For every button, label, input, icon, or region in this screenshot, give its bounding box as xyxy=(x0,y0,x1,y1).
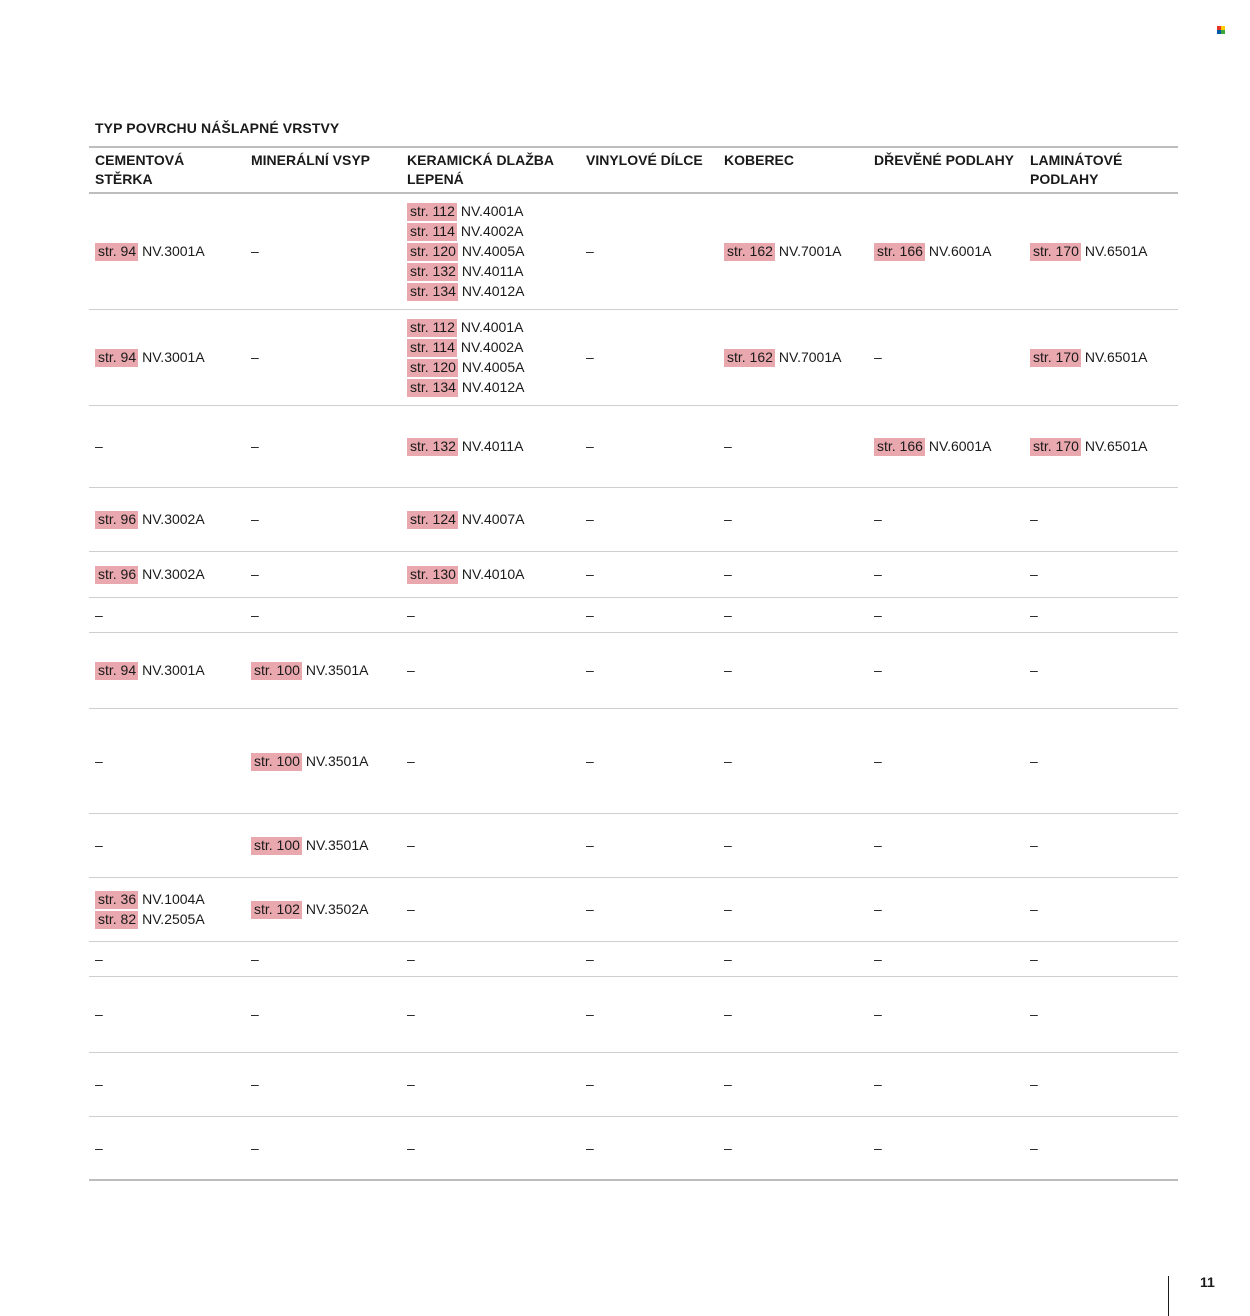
product-entry xyxy=(1030,436,1172,456)
page-reference[interactable]: str. 120 xyxy=(407,243,458,261)
table-cell xyxy=(89,487,245,551)
empty-mark: – xyxy=(407,1006,415,1022)
table-cell xyxy=(580,813,718,877)
product-entry xyxy=(874,436,1018,456)
table-cell xyxy=(718,309,868,405)
empty-mark: – xyxy=(724,837,732,853)
product-code: NV.4012A xyxy=(461,283,525,300)
empty-mark: – xyxy=(407,950,415,967)
page-reference[interactable]: str. 112 xyxy=(407,319,457,337)
table-cell xyxy=(1024,1052,1178,1116)
product-code: NV.6001A xyxy=(928,438,992,454)
product-code: NV.6501A xyxy=(1084,243,1148,260)
table-row xyxy=(89,551,1178,597)
table-cell xyxy=(718,597,868,632)
table-cell xyxy=(89,1052,245,1116)
empty-mark: – xyxy=(724,662,732,678)
table-cell xyxy=(1024,597,1178,632)
empty-mark: – xyxy=(95,1076,103,1092)
table-row xyxy=(89,487,1178,551)
column-header: VINYLOVÉ DÍLCE xyxy=(580,147,718,193)
product-code: NV.6501A xyxy=(1084,438,1148,454)
empty-mark: – xyxy=(874,837,882,853)
page-reference[interactable]: str. 130 xyxy=(407,566,458,584)
table-row xyxy=(89,813,1178,877)
page-reference[interactable]: str. 120 xyxy=(407,359,458,377)
empty-mark: – xyxy=(1030,752,1038,769)
empty-mark: – xyxy=(251,1076,259,1092)
table-cell xyxy=(868,309,1024,405)
product-entry xyxy=(1030,241,1172,261)
table-cell xyxy=(89,551,245,597)
empty-mark: – xyxy=(251,243,259,260)
product-code: NV.6001A xyxy=(928,243,992,260)
product-entry xyxy=(407,317,574,337)
empty-mark: – xyxy=(724,1076,732,1092)
empty-mark: – xyxy=(95,438,103,454)
product-code: NV.3001A xyxy=(142,349,205,365)
table-row xyxy=(89,1052,1178,1116)
column-header: KOBEREC xyxy=(718,147,868,193)
table-cell xyxy=(1024,1116,1178,1180)
product-entry xyxy=(95,564,239,584)
table-cell xyxy=(89,632,245,708)
empty-mark: – xyxy=(407,606,415,623)
empty-mark: – xyxy=(724,950,732,967)
table-cell xyxy=(868,597,1024,632)
empty-mark: – xyxy=(724,1006,732,1022)
page-reference[interactable]: str. 94 xyxy=(95,243,138,261)
product-code: NV.3501A xyxy=(305,837,369,853)
empty-mark: – xyxy=(1030,606,1038,623)
table-cell xyxy=(718,632,868,708)
table-cell xyxy=(245,193,401,309)
empty-mark: – xyxy=(95,606,103,623)
surface-type-table xyxy=(89,146,1178,1181)
table-cell xyxy=(868,1116,1024,1180)
product-entry xyxy=(251,660,395,680)
product-code: NV.1004A xyxy=(142,891,205,907)
table-cell xyxy=(1024,976,1178,1052)
page-reference[interactable]: str. 102 xyxy=(251,901,302,919)
table-row xyxy=(89,193,1178,309)
table-cell xyxy=(718,976,868,1052)
table-row xyxy=(89,632,1178,708)
product-entry xyxy=(724,241,862,261)
product-entry xyxy=(95,241,239,261)
table-cell xyxy=(580,1052,718,1116)
table-cell xyxy=(245,487,401,551)
empty-mark: – xyxy=(586,243,594,260)
page-reference[interactable]: str. 100 xyxy=(251,662,302,680)
page-reference[interactable]: str. 162 xyxy=(724,349,775,367)
product-entry xyxy=(407,436,574,456)
product-entry xyxy=(251,751,395,771)
product-code: NV.4001A xyxy=(460,319,524,335)
empty-mark: – xyxy=(95,837,103,853)
empty-mark: – xyxy=(586,901,594,917)
table-cell xyxy=(401,1052,580,1116)
table-cell xyxy=(245,309,401,405)
empty-mark: – xyxy=(724,566,732,582)
product-entry xyxy=(407,241,574,261)
table-cell xyxy=(89,708,245,813)
table-cell xyxy=(401,487,580,551)
empty-mark: – xyxy=(874,1139,882,1156)
product-code: NV.4001A xyxy=(460,203,524,220)
empty-mark: – xyxy=(95,950,103,967)
empty-mark: – xyxy=(724,1139,732,1156)
product-entry xyxy=(407,221,574,241)
empty-mark: – xyxy=(586,511,594,527)
table-cell xyxy=(1024,193,1178,309)
table-row xyxy=(89,976,1178,1052)
table-cell xyxy=(401,309,580,405)
product-code: NV.4005A xyxy=(461,359,525,375)
product-entry xyxy=(724,347,862,367)
empty-mark: – xyxy=(724,901,732,917)
product-code: NV.6501A xyxy=(1084,349,1148,365)
empty-mark: – xyxy=(874,606,882,623)
table-body xyxy=(89,193,1178,1180)
empty-mark: – xyxy=(586,566,594,582)
empty-mark: – xyxy=(1030,511,1038,527)
table-cell xyxy=(245,877,401,941)
table-cell xyxy=(718,941,868,976)
table-cell xyxy=(718,551,868,597)
empty-mark: – xyxy=(724,752,732,769)
table-cell xyxy=(580,877,718,941)
product-entry xyxy=(407,357,574,377)
table-cell xyxy=(580,405,718,487)
page-reference[interactable]: str. 134 xyxy=(407,379,458,397)
product-code: NV.3002A xyxy=(142,511,205,527)
table-cell xyxy=(401,941,580,976)
page-reference[interactable]: str. 170 xyxy=(1030,438,1081,456)
empty-mark: – xyxy=(1030,566,1038,582)
page-reference[interactable]: str. 114 xyxy=(407,339,457,357)
empty-mark: – xyxy=(724,438,732,454)
empty-mark: – xyxy=(874,566,882,582)
empty-mark: – xyxy=(874,752,882,769)
empty-mark: – xyxy=(586,438,594,454)
table-cell xyxy=(868,1052,1024,1116)
product-code: NV.3001A xyxy=(142,243,205,260)
empty-mark: – xyxy=(1030,1076,1038,1092)
page-reference[interactable]: str. 134 xyxy=(407,283,458,301)
product-code: NV.3002A xyxy=(142,566,205,582)
product-entry xyxy=(407,509,574,529)
table-cell xyxy=(868,941,1024,976)
product-code: NV.4007A xyxy=(461,511,525,527)
table-cell xyxy=(580,487,718,551)
product-entry xyxy=(1030,347,1172,367)
table-row xyxy=(89,597,1178,632)
product-code: NV.4011A xyxy=(461,438,524,454)
empty-mark: – xyxy=(95,752,103,769)
table-cell xyxy=(868,976,1024,1052)
table-cell xyxy=(245,813,401,877)
page-reference[interactable]: str. 94 xyxy=(95,662,138,680)
table-row xyxy=(89,405,1178,487)
table-cell xyxy=(580,551,718,597)
empty-mark: – xyxy=(251,438,259,454)
table-cell xyxy=(868,813,1024,877)
table-row xyxy=(89,708,1178,813)
table-cell xyxy=(401,708,580,813)
page-reference[interactable]: str. 166 xyxy=(874,438,925,456)
product-entry xyxy=(251,835,395,855)
table-cell xyxy=(580,1116,718,1180)
table-cell xyxy=(718,813,868,877)
product-entry xyxy=(251,899,395,919)
table-cell xyxy=(401,597,580,632)
table-cell xyxy=(1024,487,1178,551)
empty-mark: – xyxy=(874,511,882,527)
table-cell xyxy=(401,632,580,708)
table-cell xyxy=(718,405,868,487)
product-entry xyxy=(95,889,239,909)
empty-mark: – xyxy=(407,752,415,769)
table-cell xyxy=(580,632,718,708)
table-cell xyxy=(245,1116,401,1180)
empty-mark: – xyxy=(874,1076,882,1092)
table-cell xyxy=(868,193,1024,309)
page-reference[interactable]: str. 100 xyxy=(251,753,302,771)
table-cell xyxy=(89,309,245,405)
empty-mark: – xyxy=(586,837,594,853)
empty-mark: – xyxy=(724,511,732,527)
product-code: NV.3501A xyxy=(305,752,369,769)
empty-mark: – xyxy=(874,662,882,678)
table-cell xyxy=(718,193,868,309)
product-code: NV.4002A xyxy=(460,339,524,355)
table-cell xyxy=(1024,309,1178,405)
empty-mark: – xyxy=(407,662,415,678)
page-reference[interactable]: str. 96 xyxy=(95,511,138,529)
product-entry xyxy=(407,337,574,357)
product-code: NV.4005A xyxy=(461,243,525,260)
column-header: KERAMICKÁ DLAŽBA LEPENÁ xyxy=(401,147,580,193)
empty-mark: – xyxy=(874,950,882,967)
brand-logo-icon xyxy=(1217,26,1225,34)
empty-mark: – xyxy=(1030,1139,1038,1156)
empty-mark: – xyxy=(407,837,415,853)
column-header: LAMINÁTOVÉ PODLAHY xyxy=(1024,147,1178,193)
product-entry xyxy=(407,201,574,221)
table-cell xyxy=(89,941,245,976)
page-reference[interactable]: str. 96 xyxy=(95,566,138,584)
table-cell xyxy=(580,708,718,813)
empty-mark: – xyxy=(251,1006,259,1022)
table-cell xyxy=(245,551,401,597)
page-reference[interactable]: str. 82 xyxy=(95,911,138,929)
empty-mark: – xyxy=(586,606,594,623)
table-cell xyxy=(401,551,580,597)
empty-mark: – xyxy=(1030,662,1038,678)
empty-mark: – xyxy=(874,901,882,917)
empty-mark: – xyxy=(1030,1006,1038,1022)
table-cell xyxy=(580,597,718,632)
table-header-row xyxy=(89,147,1178,193)
table-cell xyxy=(1024,405,1178,487)
product-entry xyxy=(407,377,574,397)
page-reference[interactable]: str. 132 xyxy=(407,438,458,456)
table-cell xyxy=(718,1052,868,1116)
empty-mark: – xyxy=(874,349,882,365)
table-cell xyxy=(245,597,401,632)
table-cell xyxy=(718,708,868,813)
page-reference[interactable]: str. 170 xyxy=(1030,243,1081,261)
section-title: TYP POVRCHU NÁŠLAPNÉ VRSTVY xyxy=(95,120,340,136)
empty-mark: – xyxy=(874,1006,882,1022)
product-entry xyxy=(95,660,239,680)
page-reference[interactable]: str. 100 xyxy=(251,837,302,855)
table-cell xyxy=(245,708,401,813)
table-cell xyxy=(401,193,580,309)
table-cell xyxy=(868,551,1024,597)
table-cell xyxy=(245,1052,401,1116)
table-cell xyxy=(868,877,1024,941)
table-cell xyxy=(580,941,718,976)
empty-mark: – xyxy=(251,606,259,623)
empty-mark: – xyxy=(586,662,594,678)
column-header: DŘEVĚNÉ PODLAHY xyxy=(868,147,1024,193)
table-cell xyxy=(718,487,868,551)
empty-mark: – xyxy=(1030,950,1038,967)
table-cell xyxy=(1024,941,1178,976)
table-cell xyxy=(245,941,401,976)
table-cell xyxy=(580,193,718,309)
table-cell xyxy=(401,877,580,941)
table-cell xyxy=(89,193,245,309)
table-cell xyxy=(1024,813,1178,877)
page-reference[interactable]: str. 114 xyxy=(407,223,457,241)
product-entry xyxy=(95,509,239,529)
product-code: NV.2505A xyxy=(142,911,205,927)
product-entry xyxy=(407,281,574,301)
page-reference[interactable]: str. 166 xyxy=(874,243,925,261)
page-reference[interactable]: str. 112 xyxy=(407,203,457,221)
table-cell xyxy=(1024,877,1178,941)
page-number: 11 xyxy=(1200,1274,1215,1290)
product-code: NV.3502A xyxy=(305,901,369,917)
empty-mark: – xyxy=(1030,837,1038,853)
product-code: NV.7001A xyxy=(778,243,842,260)
table-cell xyxy=(1024,708,1178,813)
product-code: NV.4010A xyxy=(461,566,525,582)
table-cell xyxy=(718,1116,868,1180)
table-cell xyxy=(89,597,245,632)
table-cell xyxy=(401,405,580,487)
page-reference[interactable]: str. 36 xyxy=(95,891,138,909)
product-entry xyxy=(407,564,574,584)
product-entry xyxy=(95,909,239,929)
table-cell xyxy=(245,632,401,708)
product-code: NV.4012A xyxy=(461,379,525,395)
page-reference[interactable]: str. 170 xyxy=(1030,349,1081,367)
table-cell xyxy=(1024,632,1178,708)
table-cell xyxy=(868,632,1024,708)
empty-mark: – xyxy=(407,1139,415,1156)
product-entry xyxy=(874,241,1018,261)
empty-mark: – xyxy=(251,511,259,527)
table-cell xyxy=(718,877,868,941)
table-cell xyxy=(245,976,401,1052)
table-cell xyxy=(89,877,245,941)
product-entry xyxy=(95,347,239,367)
table-cell xyxy=(580,976,718,1052)
empty-mark: – xyxy=(586,950,594,967)
empty-mark: – xyxy=(586,1006,594,1022)
table-cell xyxy=(401,976,580,1052)
empty-mark: – xyxy=(724,606,732,623)
table-row xyxy=(89,309,1178,405)
product-code: NV.3001A xyxy=(142,662,205,678)
table-row xyxy=(89,941,1178,976)
table-cell xyxy=(868,708,1024,813)
empty-mark: – xyxy=(586,349,594,365)
empty-mark: – xyxy=(586,1076,594,1092)
page-reference[interactable]: str. 124 xyxy=(407,511,458,529)
table-cell xyxy=(89,405,245,487)
table-cell xyxy=(401,1116,580,1180)
product-code: NV.7001A xyxy=(778,349,842,365)
empty-mark: – xyxy=(407,901,415,917)
page-reference[interactable]: str. 94 xyxy=(95,349,138,367)
product-entry xyxy=(407,261,574,281)
empty-mark: – xyxy=(95,1006,103,1022)
column-header: MINERÁLNÍ VSYP xyxy=(245,147,401,193)
product-code: NV.4011A xyxy=(461,263,524,280)
table-cell xyxy=(868,487,1024,551)
empty-mark: – xyxy=(251,950,259,967)
table-cell xyxy=(868,405,1024,487)
empty-mark: – xyxy=(251,566,259,582)
table-cell xyxy=(580,309,718,405)
empty-mark: – xyxy=(407,1076,415,1092)
page-reference[interactable]: str. 132 xyxy=(407,263,458,281)
table-row xyxy=(89,877,1178,941)
page-reference[interactable]: str. 162 xyxy=(724,243,775,261)
table-cell xyxy=(89,976,245,1052)
product-code: NV.4002A xyxy=(460,223,524,240)
empty-mark: – xyxy=(251,349,259,365)
page-number-divider xyxy=(1168,1276,1169,1316)
product-code: NV.3501A xyxy=(305,662,369,678)
empty-mark: – xyxy=(586,752,594,769)
table-row xyxy=(89,1116,1178,1180)
table-cell xyxy=(245,405,401,487)
table-cell xyxy=(89,813,245,877)
empty-mark: – xyxy=(586,1139,594,1156)
column-header: CEMENTOVÁ STĚRKA xyxy=(89,147,245,193)
empty-mark: – xyxy=(95,1139,103,1156)
table-cell xyxy=(1024,551,1178,597)
table-cell xyxy=(89,1116,245,1180)
empty-mark: – xyxy=(251,1139,259,1156)
empty-mark: – xyxy=(1030,901,1038,917)
table-cell xyxy=(401,813,580,877)
